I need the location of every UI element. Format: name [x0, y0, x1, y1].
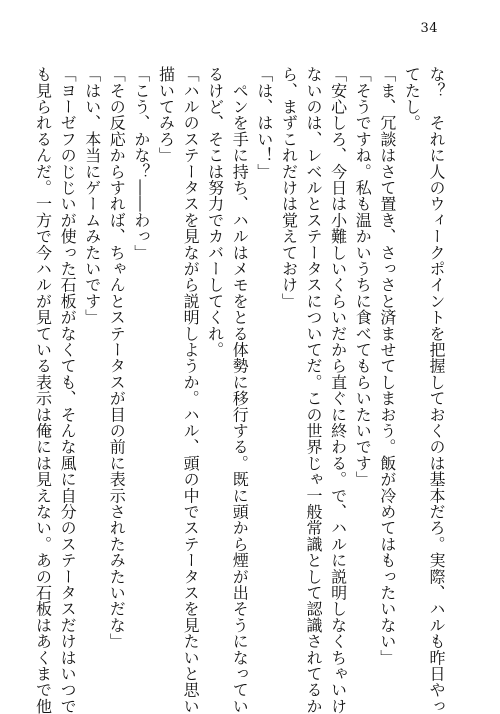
text-line: るけど、そこは努力でカバーしてくれ。: [205, 66, 225, 358]
text-line: 「ハルのステータスを見ながら説明しようか。ハル、頭の中でステータスを見たいと思い: [181, 66, 201, 714]
text-line: 「こう、かな？――わっ」: [131, 66, 151, 261]
text-line: 「はい、本当にゲームみたいです」: [82, 66, 102, 326]
text-line: 「安心しろ、今日は小難しいくらいだから直ぐに終わる。で、ハルに説明しなくちゃいけ: [328, 66, 348, 714]
text-line: 「その反応からすれば、ちゃんとステータスが目の前に表示されたみたいだな」: [107, 66, 127, 650]
text-line: ら、まずこれだけは覚えておけ」: [279, 66, 299, 309]
text-line: も見られるんだ。一方で今ハルが見ている表示は俺には見えない。あの石板はあくまで他: [33, 66, 53, 714]
text-line: ないのは、レベルとステータスについてだ。この世界じゃ一般常識として認識されてるか: [304, 66, 324, 714]
page-number: 34: [420, 21, 438, 36]
vertical-text-block: [30, 66, 448, 714]
text-line: 「そうですね。私も温かいうちに食べてもらいたいです」: [353, 66, 373, 488]
text-line: 描いてみろ」: [156, 66, 176, 164]
text-line: 「ま、冗談はさて置き、さっさと済ませてしまおう。飯が冷めてはもったいない」: [377, 66, 397, 666]
text-line: な？ それに人のウィークポイントを把握しておくのは基本だろ。実際、ハルも昨日やっ: [427, 66, 446, 714]
text-line: 「ヨーゼフのじじいが使った石板がなくても、そんな風に自分のステータスだけはいつで: [58, 66, 78, 714]
text-line: てたし。: [402, 66, 422, 131]
text-line: ペンを手に持ち、ハルはメモをとる体勢に移行する。既に頭から煙が出そうになってい: [230, 66, 250, 714]
text-line: 「は、はい！」: [254, 66, 274, 180]
